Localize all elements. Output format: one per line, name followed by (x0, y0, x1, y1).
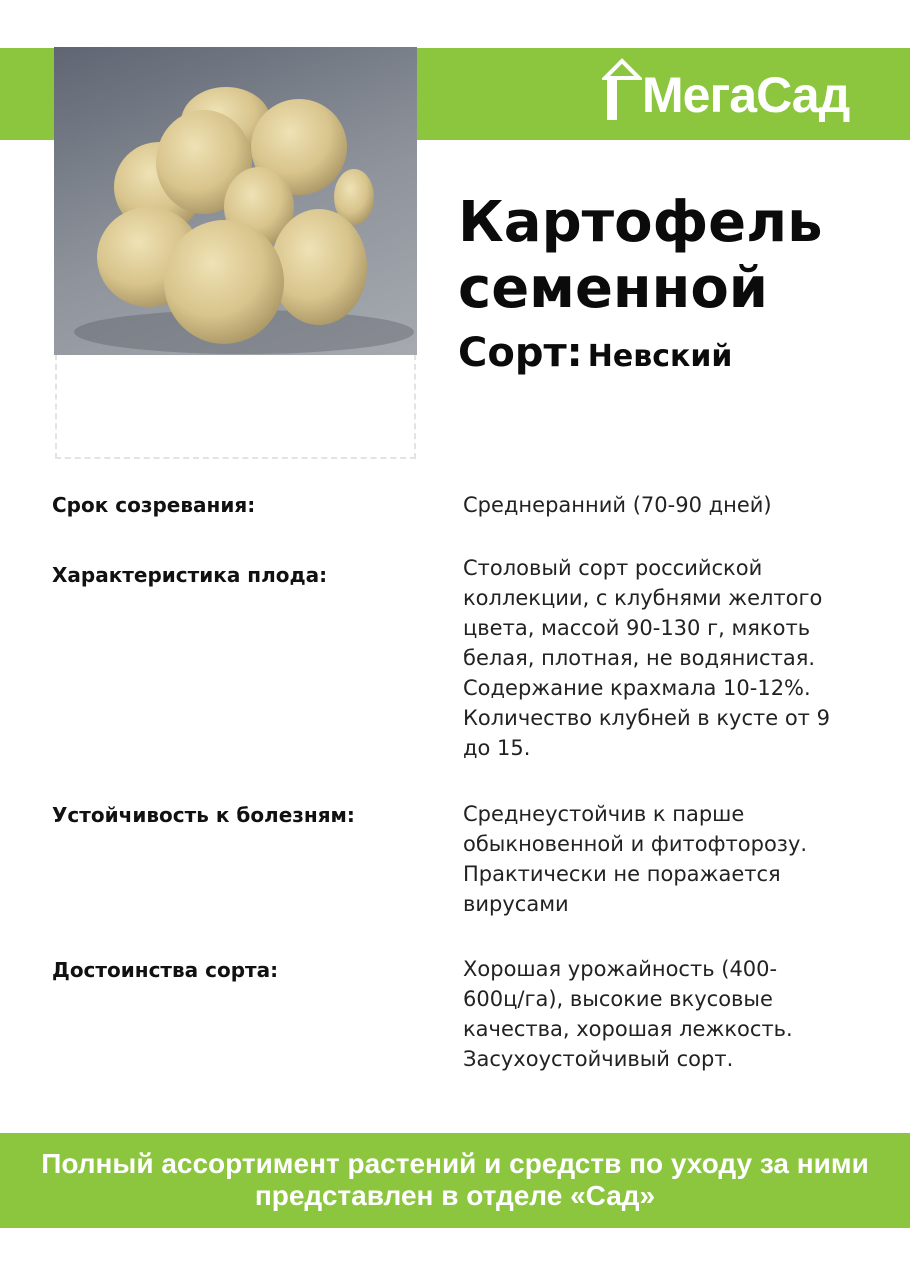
spec-line: качества, хорошая лежкость. (463, 1017, 793, 1041)
spec-line: Содержание крахмала 10-12%. (463, 676, 811, 700)
spec-line: Среднеустойчив к парше (463, 802, 745, 826)
title-line-2: семенной (458, 256, 769, 321)
title-line-1: Картофель (458, 190, 823, 255)
spec-value-ripening (463, 490, 873, 520)
spec-label-ripening: Срок созревания: (52, 493, 256, 517)
footer-line-2: представлен в отделе «Сад» (254, 1180, 656, 1211)
spec-line: коллекции, с клубнями желтого (463, 586, 823, 610)
variety-line (458, 330, 732, 376)
footer-line-1: Полный ассортимент растений и средств по уходу за ними (41, 1148, 869, 1179)
spec-line: 600ц/га), высокие вкусовые (463, 987, 773, 1011)
spec-label-fruit: Характеристика плода: (52, 563, 328, 587)
spec-line: белая, плотная, не водянистая. (463, 646, 815, 670)
spec-line: Практически не поражается (463, 862, 781, 886)
spec-line: до 15. (463, 736, 531, 760)
spec-line: цвета, массой 90-130 г, мякоть (463, 616, 811, 640)
spec-line: Среднеранний (70-90 дней) (463, 493, 772, 517)
house-icon (602, 58, 642, 122)
spec-line: Хорошая урожайность (400- (463, 957, 778, 981)
spec-value-disease (463, 799, 873, 919)
spec-label-disease: Устойчивость к болезням: (52, 803, 355, 827)
brand-name: МегаСад (642, 67, 850, 123)
variety-value: Невский (587, 339, 733, 374)
product-title (458, 190, 823, 322)
spec-line: Засухоустойчивый сорт. (463, 1047, 734, 1071)
spec-value-fruit (463, 553, 873, 763)
spec-line: Количество клубней в кусте от 9 (463, 706, 830, 730)
variety-label: Сорт: (458, 330, 583, 376)
spec-line: обыкновенной и фитофторозу. (463, 832, 808, 856)
brand-logo (602, 58, 862, 130)
spec-line: Столовый сорт российской (463, 556, 763, 580)
spec-line: вирусами (463, 892, 569, 916)
potato-photo (54, 47, 417, 355)
spec-value-merits (463, 954, 873, 1074)
footer-text (0, 1148, 910, 1212)
spec-label-merits: Достоинства сорта: (52, 958, 279, 982)
